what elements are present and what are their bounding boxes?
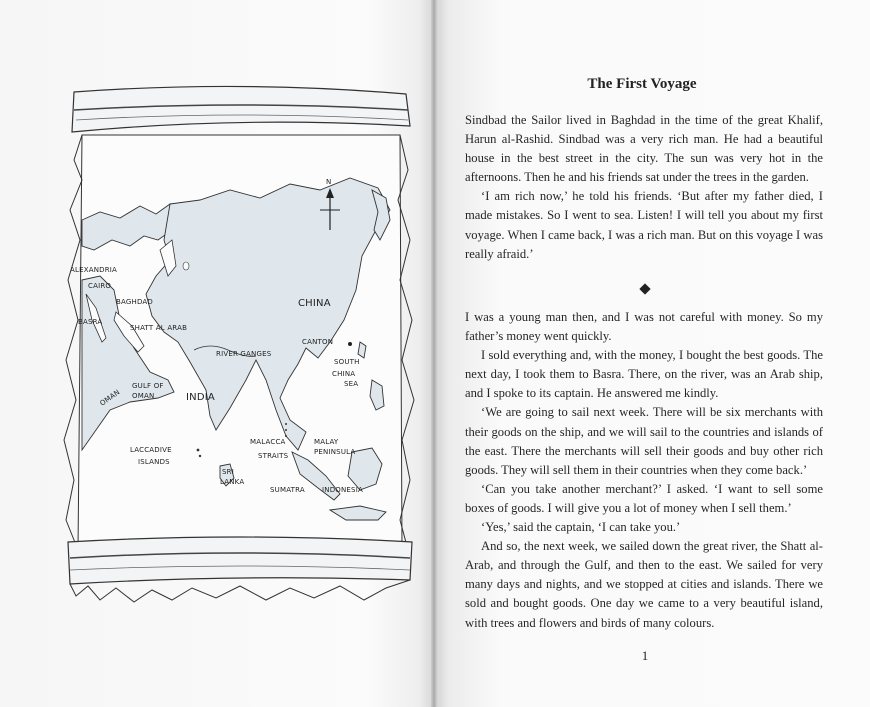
paragraph: I was a young man then, and I was not careful with money. So my father’s money went quickly. [465,310,823,344]
paragraph: I sold everything and, with the money, I bought the best goods. The next day, I took them to Basra. There, on the river, was an Arab ship, and I spoke to its captain. He answered me kindly. [465,348,823,401]
map-label-gulf-of-oman-2: OMAN [132,392,155,400]
compass-north-label: N [326,178,332,186]
map-label-river-ganges: RIVER GANGES [216,350,272,358]
map-label-sumatra: SUMATRA [270,486,305,494]
map-label-malay-peninsula-1: MALAY [314,438,339,446]
book-gutter [431,0,437,707]
map-label-malay-peninsula-2: PENINSULA [314,448,356,456]
paragraph: ‘We are going to sail next week. There will be six merchants with their goods on the ship, and we will sail to the countries and islands of the east. There the merchants will sell their goods and buy other rich goods. They will sell them in their countries when they come back.’ [465,405,823,477]
paragraph: ‘Yes,’ said the captain, ‘I can take you.’ [481,520,681,535]
map-illustration [60,80,420,610]
map-label-cairo: CAIRO [88,282,112,290]
map-label-malacca-straits-2: STRAITS [258,452,289,460]
map-label-canton: CANTON [302,338,334,346]
map-label-oman: OMAN [98,388,122,408]
scroll-top-roll [72,86,410,132]
paragraph: ‘Can you take another merchant?’ I asked. ‘I want to sell some boxes of goods. I will give you a lot of money when I sell them.’ [465,481,823,515]
page-number: 1 [641,648,649,663]
scroll-map [60,80,420,610]
paragraph: ‘I am rich now,’ he told his friends. ‘But after my father died, I made mistakes. So I went to sea. Listen! I will tell you about my first voyage. When I came back, I was a rich man. But on this voyage I was really afraid.’ [465,189,823,261]
paragraph: And so, the next week, we sailed down the great river, the Shatt al-Arab, and through the Gulf, and then to the east. We sailed for very many days and nights, and we stopped at cities and islands. There we sold and bought goods. One day we came to a very beautiful island, with trees and flowers and birds of many colours. [465,539,823,630]
map-label-malacca-straits-1: MALACCA [250,438,286,446]
map-label-south-china-sea-3: SEA [344,380,359,388]
map-label-sri-lanka-1: SRI [222,468,234,476]
map-label-basra: BASRA [78,318,103,326]
map-label-south-china-sea-1: SOUTH [334,358,360,366]
chapter-text-section-2 [465,308,823,633]
map-label-china: CHINA [298,298,331,309]
paragraph: Sindbad the Sailor lived in Baghdad in the time of the great Khalif, Harun al-Rashid. Sindbad was a very rich man. He had a beautiful house in the best street in the city. The sun was very hot in the afternoons. Then he and his friends sat under the trees in the garden. [465,113,823,185]
map-label-shatt-al-arab: SHATT AL ARAB [130,324,188,332]
map-label-india: INDIA [186,392,215,403]
scroll-bottom-roll [68,537,412,584]
chapter-text-section-1 [465,111,823,264]
map-label-laccadive-islands-2: ISLANDS [138,458,170,466]
map-label-indonesia: INDONESIA [322,486,363,494]
chapter-title: The First Voyage [587,76,697,92]
map-label-sri-lanka-2: LANKA [220,478,245,486]
map-label-alexandria: ALEXANDRIA [70,266,118,274]
map-label-gulf-of-oman-1: GULF OF [132,382,164,390]
map-label-south-china-sea-2: CHINA [332,370,356,378]
map-label-baghdad: BAGHDAD [116,298,154,306]
map-label-laccadive-islands-1: LACCADIVE [130,446,172,454]
